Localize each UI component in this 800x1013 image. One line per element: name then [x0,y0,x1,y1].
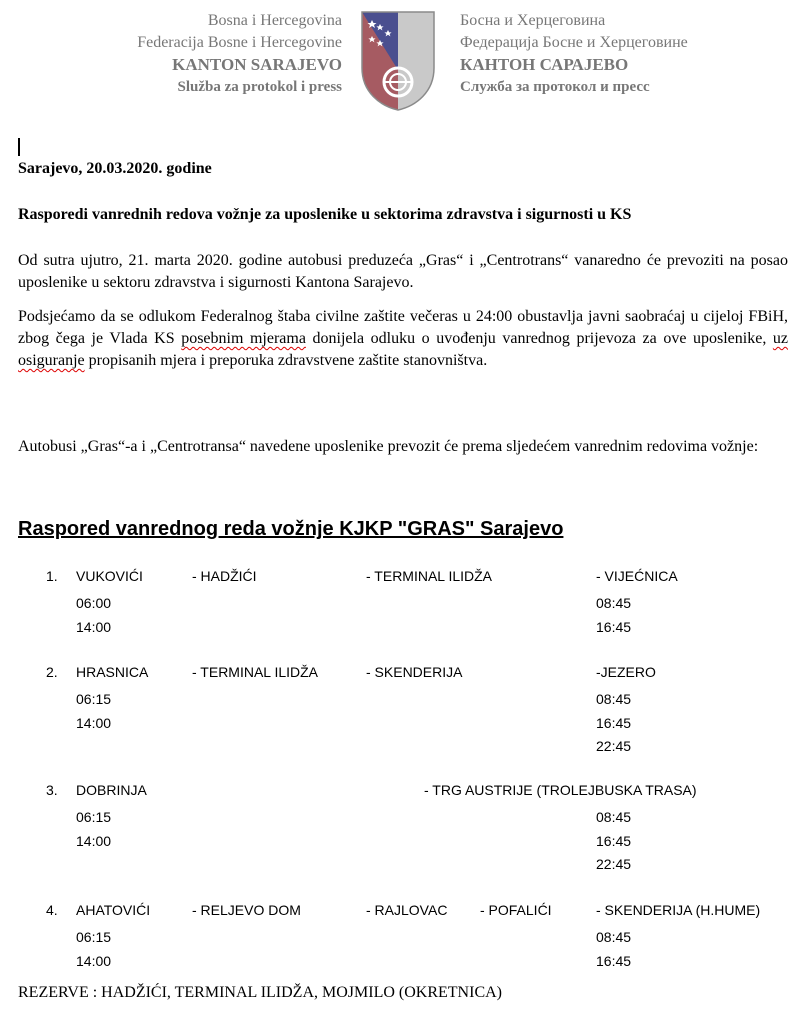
route-number: 4. [46,902,58,918]
route-stop: - TERMINAL ILIDŽA [192,664,319,680]
time-value: 08:45 [596,595,632,611]
route-stop: - TRG AUSTRIJE (TROLEJBUSKA TRASA) [424,782,697,798]
coat-of-arms-icon [360,10,436,112]
paragraph-3: Autobusi „Gras“-a i „Centrotransa“ navedene uposlenike prevozit će prema sljedećem vanrednim redovima vožnje: [18,438,759,455]
time-value: 08:45 [596,929,632,945]
time-value: 22:45 [596,856,632,872]
route-stop: HRASNICA [76,664,149,680]
route-stop: - POFALIĆI [480,902,552,918]
time-value: 14:00 [76,952,112,969]
route-stop: - RAJLOVAC [366,902,448,918]
header-federation-cyr: Федерација Босне и Херцеговине [460,34,688,51]
header-canton-cyr: КАНТОН САРАЈЕВО [460,55,629,74]
departure-times [76,926,111,973]
route-stop: AHATOVIĆI [76,902,151,918]
paragraph-2 [18,306,788,372]
paragraph-1: Od sutra ujutro, 21. marta 2020. godine autobusi preduzeća „Gras“ i „Centrotrans“ vanaredno će prevoziti na posao uposlenike u sektoru zdravstva i sigurnosti Kantona Sarajevo. [18,252,788,291]
route-stop: -JEZERO [596,664,656,680]
departure-times [76,806,111,853]
return-times [596,592,631,639]
header-left-latin [137,10,342,98]
header-service: Služba za protokol i press [177,79,342,95]
route-number: 3. [46,782,58,798]
header-canton: KANTON SARAJEVO [172,55,342,74]
route-number: 1. [46,568,58,584]
time-value: 22:45 [596,738,632,754]
route-stop: - RELJEVO DOM [192,902,301,918]
return-times [596,806,631,877]
paragraph-2-part-b: donijela odluku o uvođenju vanrednog prijevoza za ove uposlenike, [305,330,773,347]
route-stop: - SKENDERIJA [366,664,463,680]
date-line: Sarajevo, 20.03.2020. godine [18,160,212,177]
time-value: 16:45 [596,618,632,635]
route-number: 2. [46,664,58,680]
text-cursor [18,138,20,156]
headline: Rasporedi vanrednih redova vožnje za uposlenike u sektorima zdravstva i sigurnosti u KS [18,206,632,223]
header-right-cyrillic [460,10,688,98]
time-value: 06:15 [76,809,112,825]
reserve-line: REZERVE : HADŽIĆI, TERMINAL ILIDŽA, MOJMILO (OKRETNICA) [18,984,502,1001]
header-country-cyr: Босна и Херцеговина [460,12,606,29]
time-value: 08:45 [596,691,632,707]
route-stop: - HADŽIĆI [192,568,257,584]
return-times [596,688,631,759]
time-value: 06:15 [76,929,112,945]
time-value: 08:45 [596,809,632,825]
time-value: 16:45 [596,714,632,731]
header-federation: Federacija Bosne i Hercegovine [137,34,342,51]
header-country: Bosna i Hercegovina [207,12,342,29]
departure-times [76,592,111,639]
route-stop: - SKENDERIJA (H.HUME) [596,902,761,918]
paragraph-2-part-c: propisanih mjera i preporuka zdravstvene zaštite stanovništva. [84,352,488,369]
paragraph-2-part-a: Podsjećamo da se odlukom Federalnog štaba civilne zaštite večeras u 24:00 obustavlja javni saobraćaj u cijeloj FBiH, zbog čega je Vlada KS [18,308,788,347]
return-times [596,926,631,973]
time-value: 06:00 [76,595,112,611]
route-stop: - TERMINAL ILIDŽA [366,568,493,584]
time-value: 06:15 [76,691,112,707]
header-service-cyr: Служба за протокол и пресс [460,79,650,95]
time-value: 14:00 [76,714,112,731]
time-value: 14:00 [76,618,112,635]
spellcheck-marked-text: posebnim mjerama [181,330,306,347]
time-value: 14:00 [76,832,112,849]
time-value: 16:45 [596,832,632,849]
route-stop: - VIJEĆNICA [596,568,678,584]
time-value: 16:45 [596,952,632,969]
spellcheck-marked-text: uz osiguranje [18,330,788,369]
route-stop: VUKOVIĆI [76,568,143,584]
route-stop: DOBRINJA [76,782,147,798]
departure-times [76,688,111,735]
schedule-title: Raspored vanrednog reda vožnje KJKP "GRAS" Sarajevo [18,518,564,540]
